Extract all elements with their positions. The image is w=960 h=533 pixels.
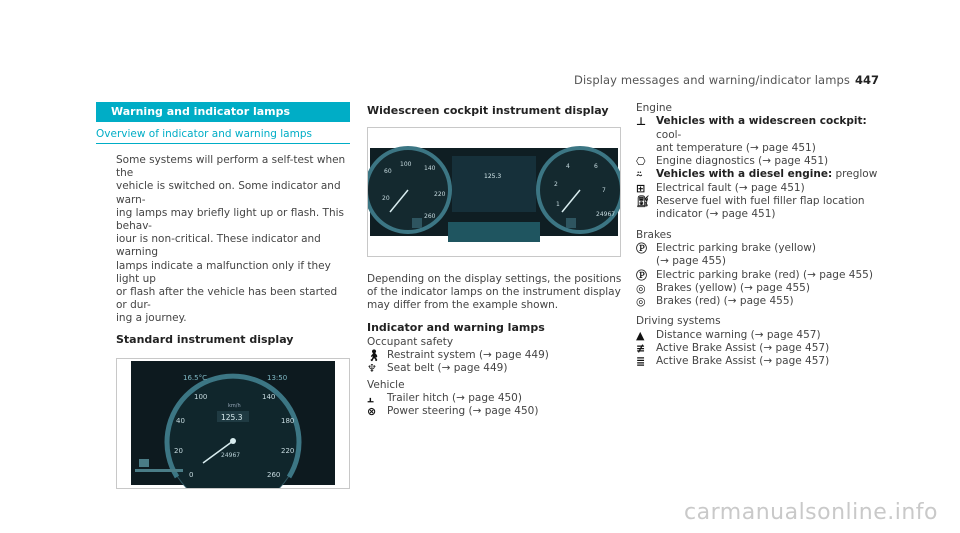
widescreen-cluster-graphic bbox=[368, 128, 620, 256]
subsection-title: Overview of indicator and warning lamps bbox=[96, 122, 350, 144]
parking-brake-yellow-icon: Ⓟ bbox=[636, 241, 647, 255]
svg-text:20: 20 bbox=[382, 195, 390, 202]
svg-text:7: 7 bbox=[602, 187, 606, 194]
column-right bbox=[636, 102, 891, 369]
odometer-readout: 24967 bbox=[221, 451, 241, 459]
list-item: Ⓟ Electric parking brake (yellow) (→ page 455) bbox=[636, 241, 816, 268]
distance-warning-icon: ▲ bbox=[636, 328, 645, 342]
active-brake-assist-icon: ≢ bbox=[636, 342, 646, 356]
column-middle bbox=[367, 102, 622, 418]
header-title: Display messages and warning/indicator lamps bbox=[573, 73, 850, 87]
brakes-yellow-icon: ◎ bbox=[636, 281, 646, 295]
svg-text:220: 220 bbox=[281, 446, 295, 455]
intro-paragraph: Some systems will perform a self-test when the vehicle is switched on. Some indicator and warn- ing lamps may briefly light up or flash. This behav- iour is non-critical. These indicator and warning lamps indicate a malfunction only if they light up or flash after the vehicle has been started or dur- ing a journey. bbox=[116, 154, 346, 325]
brakes-red-icon: ◎ bbox=[636, 295, 646, 309]
svg-text:125.3: 125.3 bbox=[484, 173, 502, 180]
parking-brake-red-icon: Ⓟ bbox=[636, 268, 647, 282]
vehicle-label: Vehicle bbox=[367, 378, 405, 391]
standard-display-heading: Standard instrument display bbox=[116, 332, 294, 346]
svg-text:4: 4 bbox=[566, 163, 570, 170]
active-brake-assist-off-icon: ≣ bbox=[636, 355, 646, 369]
list-item: ▲ Distance warning (→ page 457) bbox=[636, 328, 821, 342]
seat-belt-icon: ♆ bbox=[367, 362, 377, 376]
list-item: ⫠ Trailer hitch (→ page 450) bbox=[367, 391, 522, 405]
power-steering-icon: ⊗ bbox=[367, 405, 377, 419]
section-title-bar: Warning and indicator lamps bbox=[96, 102, 350, 122]
driving-systems-label: Driving systems bbox=[636, 315, 721, 328]
svg-text:260: 260 bbox=[267, 470, 281, 479]
list-item: ≢ Active Brake Assist (→ page 457) bbox=[636, 342, 830, 356]
display-caption: Depending on the display settings, the positions of the indicator lamps on the instrument display may differ from the example shown. bbox=[367, 273, 622, 312]
svg-text:km/h: km/h bbox=[228, 402, 241, 409]
airbag-icon: 🚶︎ bbox=[367, 348, 381, 362]
preglow-icon: ⍨ bbox=[636, 168, 643, 182]
svg-text:2: 2 bbox=[554, 181, 558, 188]
list-item: ⛽︎ Reserve fuel with fuel filler flap location indicator (→ page 451) bbox=[636, 195, 865, 221]
battery-icon: ⊞ bbox=[636, 181, 646, 195]
svg-text:260: 260 bbox=[424, 213, 436, 220]
brakes-label: Brakes bbox=[636, 228, 672, 241]
svg-text:180: 180 bbox=[281, 416, 295, 425]
temp-readout: 16.5°C bbox=[183, 373, 207, 382]
svg-text:1: 1 bbox=[556, 201, 560, 208]
watermark: carmanualsonline.info bbox=[684, 500, 938, 525]
svg-text:60: 60 bbox=[384, 168, 392, 175]
svg-text:20: 20 bbox=[174, 446, 183, 455]
list-item: Ⓟ Electric parking brake (red) (→ page 455) bbox=[636, 268, 873, 282]
svg-text:0: 0 bbox=[189, 470, 194, 479]
svg-text:140: 140 bbox=[262, 392, 276, 401]
column-left bbox=[96, 102, 350, 489]
time-readout: 13:50 bbox=[267, 373, 288, 382]
list-item: ⊥ Vehicles with a widescreen cockpit: cool- ant temperature (→ page 451) bbox=[636, 115, 867, 154]
list-item: ◎ Brakes (yellow) (→ page 455) bbox=[636, 281, 810, 295]
list-item: ≣ Active Brake Assist (→ page 457) bbox=[636, 355, 830, 369]
coolant-temp-icon: ⊥ bbox=[636, 115, 647, 129]
widescreen-cockpit-image bbox=[367, 127, 621, 257]
engine-diagnostics-icon: ⎔ bbox=[636, 155, 646, 169]
list-item: ◎ Brakes (red) (→ page 455) bbox=[636, 295, 794, 309]
list-item: ⍨ Vehicles with a diesel engine: preglow bbox=[636, 168, 878, 182]
speed-readout: 125.3 bbox=[221, 412, 243, 422]
svg-text:220: 220 bbox=[434, 191, 446, 198]
svg-text:24967: 24967 bbox=[596, 211, 616, 218]
standard-instrument-image bbox=[116, 358, 350, 489]
fuel-icon: ⛽︎ bbox=[636, 195, 650, 209]
widescreen-heading: Widescreen cockpit instrument display bbox=[367, 104, 609, 117]
occupant-safety-label: Occupant safety bbox=[367, 335, 454, 348]
svg-text:140: 140 bbox=[424, 165, 436, 172]
list-item: ⎔ Engine diagnostics (→ page 451) bbox=[636, 155, 829, 169]
svg-text:100: 100 bbox=[194, 392, 208, 401]
list-item: ⊗ Power steering (→ page 450) bbox=[367, 405, 539, 419]
engine-label: Engine bbox=[636, 102, 672, 114]
svg-text:100: 100 bbox=[400, 161, 412, 168]
page-header bbox=[0, 73, 960, 93]
trailer-hitch-icon: ⫠ bbox=[367, 391, 374, 405]
svg-text:40: 40 bbox=[176, 416, 185, 425]
standard-cluster-graphic bbox=[117, 359, 349, 488]
list-item: ♆ Seat belt (→ page 449) bbox=[367, 362, 508, 376]
indicator-lamps-heading: Indicator and warning lamps bbox=[367, 320, 545, 334]
svg-text:6: 6 bbox=[594, 163, 598, 170]
page-number: 447 bbox=[855, 73, 880, 87]
list-item: ⊞ Electrical fault (→ page 451) bbox=[636, 181, 805, 195]
list-item: 🚶︎ Restraint system (→ page 449) bbox=[367, 348, 549, 362]
